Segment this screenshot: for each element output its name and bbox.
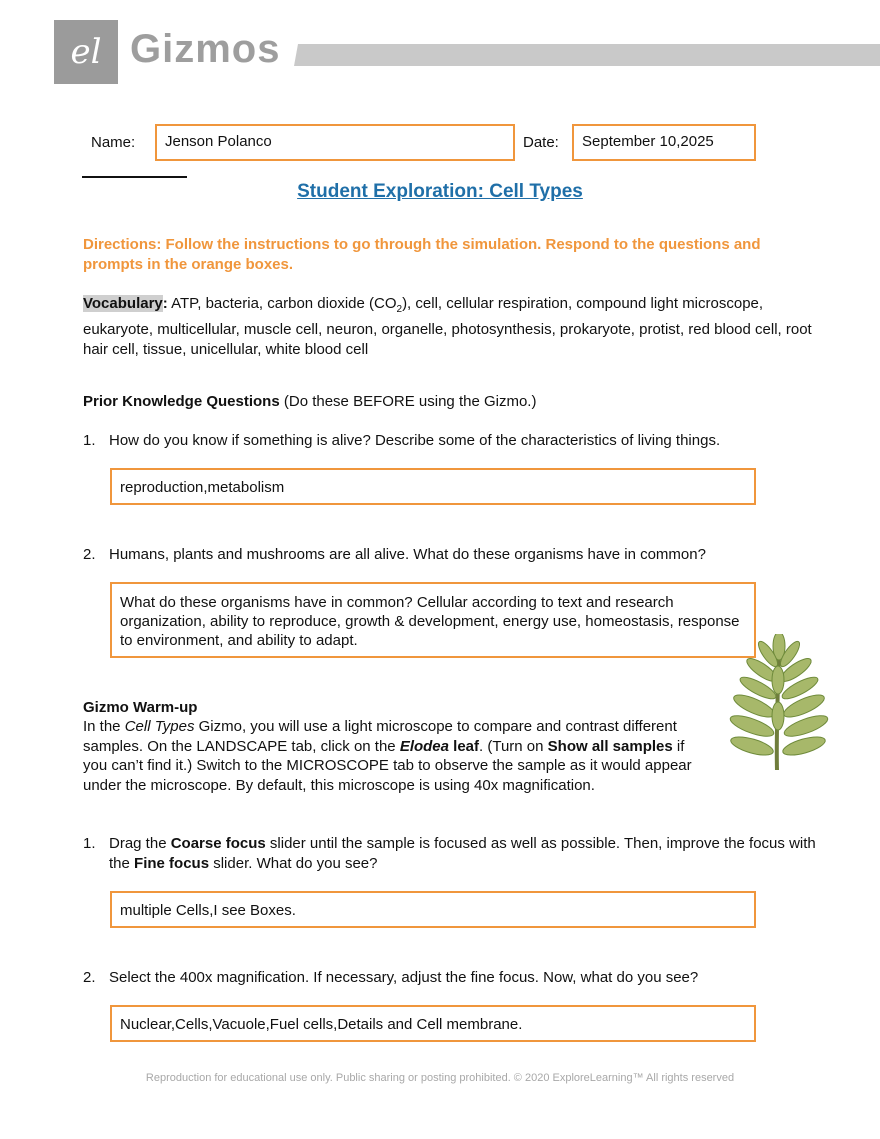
pk-question-1-number: 1. <box>83 432 96 449</box>
warmup-p5: leaf <box>449 737 480 755</box>
warmup-question-2-number: 2. <box>83 969 96 986</box>
warmup-p8: if you can’t find it.) Switch to the MICROSCOPE tab to observe the sample as it would appear under the microscope. By default, this microscope is using 40x magnification. <box>83 737 692 794</box>
warmup-answer-1-box[interactable] <box>110 891 756 928</box>
wq1-t4: Fine focus <box>134 855 210 872</box>
date-label: Date: <box>523 134 559 151</box>
pk-answer-1: reproduction,metabolism <box>120 479 285 496</box>
wq1-t5: slider. What do you see? <box>209 855 378 872</box>
warmup-question-2-text: Select the 400x magnification. If necessary, adjust the fine focus. Now, what do you see? <box>109 969 699 986</box>
warmup-p1: In the <box>83 718 125 735</box>
warmup-paragraph <box>83 717 708 795</box>
directions-text: Directions: Follow the instructions to go through the simulation. Respond to the questions and prompts in the orange boxes. <box>83 236 761 273</box>
page-title <box>0 181 880 203</box>
name-label: Name: <box>91 134 136 151</box>
warmup-answer-2-box[interactable] <box>110 1005 756 1042</box>
vocabulary-label: Vocabulary <box>83 295 163 312</box>
vocabulary-colon: : <box>162 295 168 312</box>
elodea-plant-image <box>722 634 832 770</box>
warmup-p7: Show all samples <box>547 737 673 755</box>
logo-mark: el <box>70 32 102 72</box>
warmup-question-1-text <box>109 834 829 874</box>
wq1-t1: Drag the <box>109 835 171 852</box>
explorelearning-logo-icon <box>54 20 118 84</box>
page-title-text: Student Exploration: Cell Types <box>297 181 583 202</box>
warmup-p2: Cell Types <box>124 718 195 735</box>
pk-answer-2: What do these organisms have in common? Cellular according to text and research organization, ability to reproduce, growth & development, energy use, homeostasis, response to environment, and ability to adapt. <box>120 594 740 649</box>
vocabulary-text-b: ), cell, cellular respiration, compound light microscope, eukaryote, multicellular, muscle cell, neuron, organelle, photosynthesis, prokaryote, protist, red blood cell, root hair cell, tissue, unicellular, white blood cell <box>83 295 812 358</box>
pk-question-2-number: 2. <box>83 546 96 563</box>
pk-answer-1-box[interactable] <box>110 468 756 505</box>
pk-question-2-text: Humans, plants and mushrooms are all alive. What do these organisms have in common? <box>109 546 706 563</box>
warmup-p3: Gizmo, you will use a light microscope to compare and contrast different samples. On the LANDSCAPE tab, click on the <box>83 718 677 755</box>
header-banner <box>294 44 880 66</box>
gizmos-logo-text: Gizmos <box>130 27 281 71</box>
prior-knowledge-note: (Do these BEFORE using the Gizmo.) <box>279 393 537 410</box>
warmup-answer-1: multiple Cells,I see Boxes. <box>120 902 296 919</box>
signature-rule <box>82 176 187 178</box>
name-field[interactable] <box>155 124 515 161</box>
warmup-p4: Elodea <box>399 737 449 755</box>
warmup-p6: . (Turn on <box>479 737 548 755</box>
vocabulary-subscript: 2 <box>396 304 403 315</box>
warmup-question-1-number: 1. <box>83 835 96 852</box>
wq1-t2: Coarse focus <box>170 835 266 852</box>
wq1-t3: slider until the sample is focused as well as possible. Then, improve the focus with the <box>109 835 816 872</box>
name-value: Jenson Polanco <box>165 133 272 150</box>
date-field[interactable] <box>572 124 756 161</box>
warmup-heading: Gizmo Warm-up <box>83 699 198 716</box>
copyright-footer: Reproduction for educational use only. Public sharing or posting prohibited. © 2020 ExploreLearning™ All rights reserved <box>145 1072 735 1084</box>
vocabulary-text-a: ATP, bacteria, carbon dioxide (CO <box>167 295 397 312</box>
date-value: September 10,2025 <box>582 133 714 150</box>
warmup-answer-2: Nuclear,Cells,Vacuole,Fuel cells,Details and Cell membrane. <box>120 1016 523 1033</box>
vocabulary-paragraph <box>83 294 828 360</box>
prior-knowledge-title: Prior Knowledge Questions <box>83 393 280 410</box>
pk-question-1-text: How do you know if something is alive? Describe some of the characteristics of living things. <box>109 432 721 449</box>
pk-answer-2-box[interactable] <box>110 582 756 658</box>
prior-knowledge-heading <box>83 392 536 412</box>
